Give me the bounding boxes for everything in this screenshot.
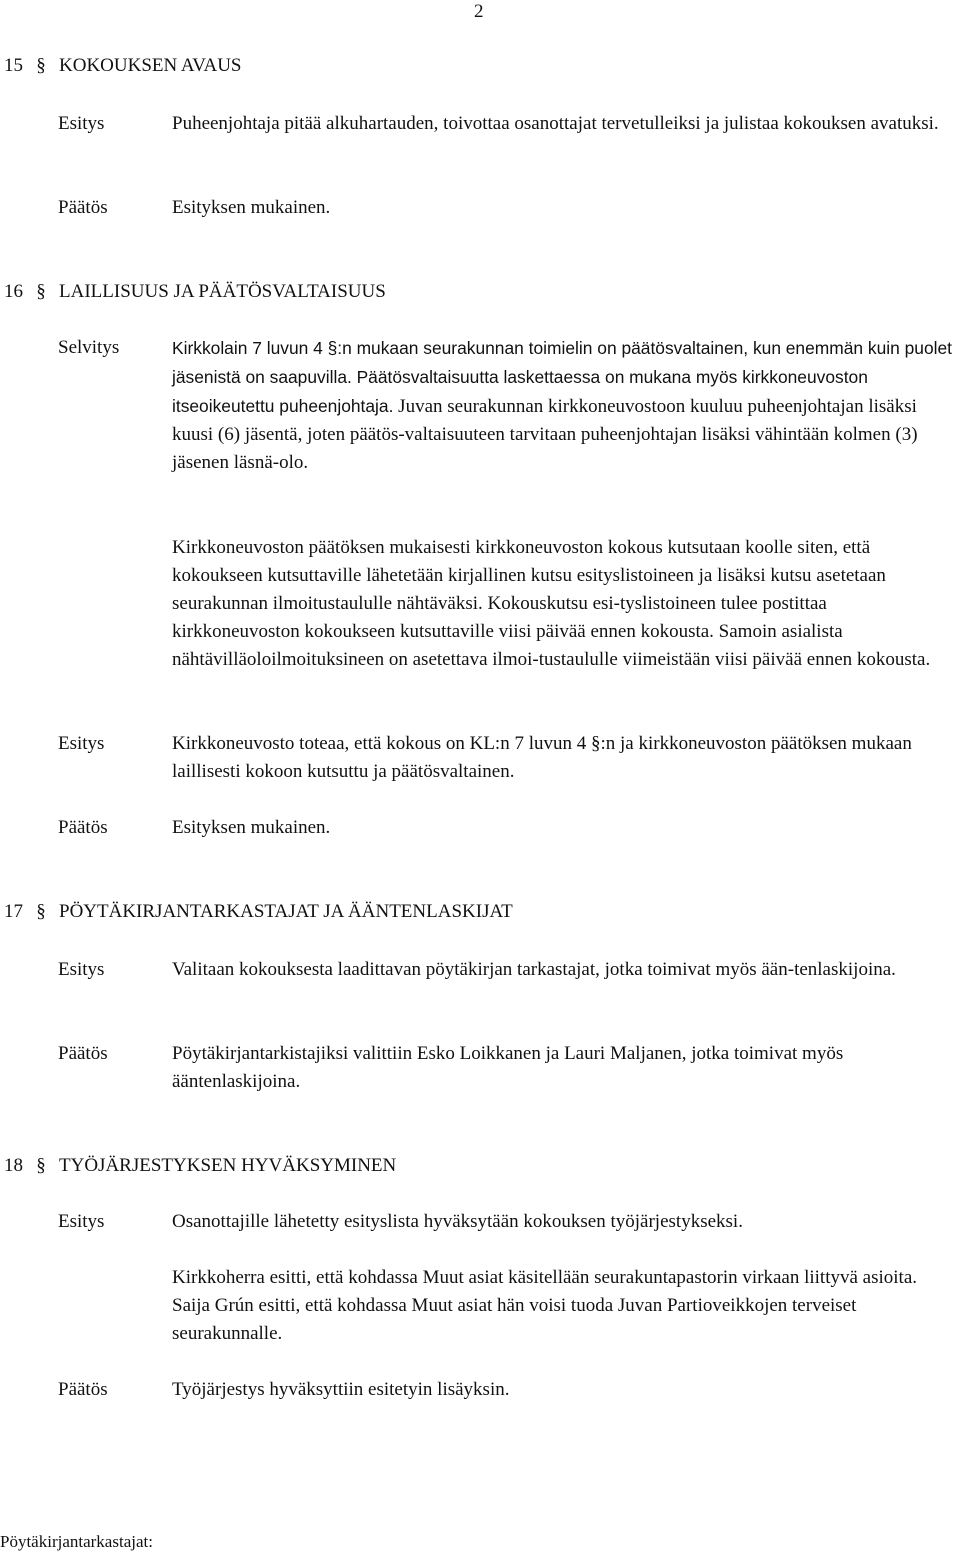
entry-text: Pöytäkirjantarkistajiksi valittiin Esko Loikkanen ja Lauri Maljanen, jotka toimivat myös ääntenlaskijoina. [172,1043,844,1092]
section-number: 17 [4,901,23,922]
selvitys-line2b: Päätösvaltaisuutta laskettaessa on [356,367,625,387]
section-heading-15 [4,52,241,80]
selvitys-line3b: Juvan seurakunnan kirkkoneuvostoon kuuluu puheenjohtajan lisäksi kuusi (6) jäsentä, joten päätös-valtaisuuteen tarvitaan puheenjohtajan lisäksi vähintään kolmen (3) jäsenen läsnä-olo. [172,396,918,473]
entry-label: Päätös [58,1043,108,1064]
entry-text: Esityksen mukainen. [172,817,331,838]
entry-text: Puheenjohtaja pitää alkuhartauden, toivottaa osanottajat tervetulleiksi ja julistaa kokouksen avatuksi. [172,113,939,134]
entry-text: Esityksen mukainen. [172,197,331,218]
section-title: LAILLISUUS JA PÄÄTÖSVALTAISUUS [59,281,386,302]
section-title: PÖYTÄKIRJANTARKASTAJAT JA ÄÄNTENLASKIJAT [59,901,513,922]
entry-text-a: Kirkkoneuvosto toteaa, että kokous on KL:n 7 luvun 4 [172,733,587,754]
entry-label: Esitys [58,733,105,754]
entry-label: Selvitys [58,337,120,358]
entry-label: Esitys [58,1211,105,1232]
entry-label: Päätös [58,197,108,218]
selvitys-line1: Kirkkolain 7 luvun 4 [172,338,323,358]
section-symbol: § [36,1155,46,1176]
section-symbol-inline: § [591,733,601,754]
entry-label: Päätös [58,1379,108,1400]
entry-text: Kirkkoneuvoston päätöksen mukaisesti kirkkoneuvoston kokous kutsutaan koolle siten, että kokoukseen kutsuttaville lähetetään kirjallinen kutsu esityslistoineen ja lisäksi kutsu asetetaan seurakunnan ilmoitustaululle nähtäväksi. Kokouskutsu esi-tyslistoineen tulee postittaa kirkkoneuvoston kokoukseen kutsuttaville viisi päivää ennen kokousta. Samoin asialista nähtävilläoloilmoituksineen on asetettava ilmoi-tustaululle viimeistään viisi päivää ennen kokousta. [172,537,931,670]
page-number: 2 [474,1,484,22]
entry-label: Esitys [58,113,105,134]
section-number: 15 [4,55,23,76]
selvitys-line1b: :n mukaan seurakunnan toimielin on päätösvaltainen, kun [337,338,781,358]
entry-text: Työjärjestys hyväksyttiin esitetyin lisäyksin. [172,1379,510,1400]
section-heading-17 [4,898,513,926]
selvitys-line3: mukana myös kirkkoneuvoston itseoikeutettu puheenjohtaja. [172,367,868,416]
section-number: 16 [4,281,23,302]
entry-label: Päätös [58,817,108,838]
entry-text-b: :n ja kirkkoneuvoston päätöksen mukaan laillisesti kokoon kutsuttu ja päätösvaltainen. [172,733,912,782]
section-symbol: § [36,281,46,302]
entry-text: Osanottajille lähetetty esityslista hyväksytään kokouksen työjärjestykseksi. [172,1211,743,1232]
section-symbol: § [36,901,46,922]
section-symbol-inline: § [327,338,338,358]
footer-signature-label: Pöytäkirjantarkastajat: [0,1532,153,1551]
entry-text: Kirkkoherra esitti, että kohdassa Muut asiat käsitellään seurakuntapastorin virkaan liittyvä asioita. Saija Grún esitti, että kohdassa Muut asiat hän voisi tuoda Juvan Partioveikkojen terveiset seurakunnalle. [172,1267,918,1344]
entry-label: Esitys [58,959,105,980]
entry-text: Valitaan kokouksesta laadittavan pöytäkirjan tarkastajat, jotka toimivat myös ään-tenlaskijoina. [172,959,896,980]
section-heading-16 [4,278,386,306]
section-symbol: § [36,55,46,76]
section-number: 18 [4,1155,23,1176]
section-heading-18 [4,1152,396,1180]
selvitys-line2: enemmän kuin puolet jäsenistä on saapuvilla. [172,338,953,387]
section-title: TYÖJÄRJESTYKSEN HYVÄKSYMINEN [59,1155,397,1176]
section-title: KOKOUKSEN AVAUS [59,55,242,76]
selvitys-text [172,334,958,477]
entry-text [172,730,958,786]
